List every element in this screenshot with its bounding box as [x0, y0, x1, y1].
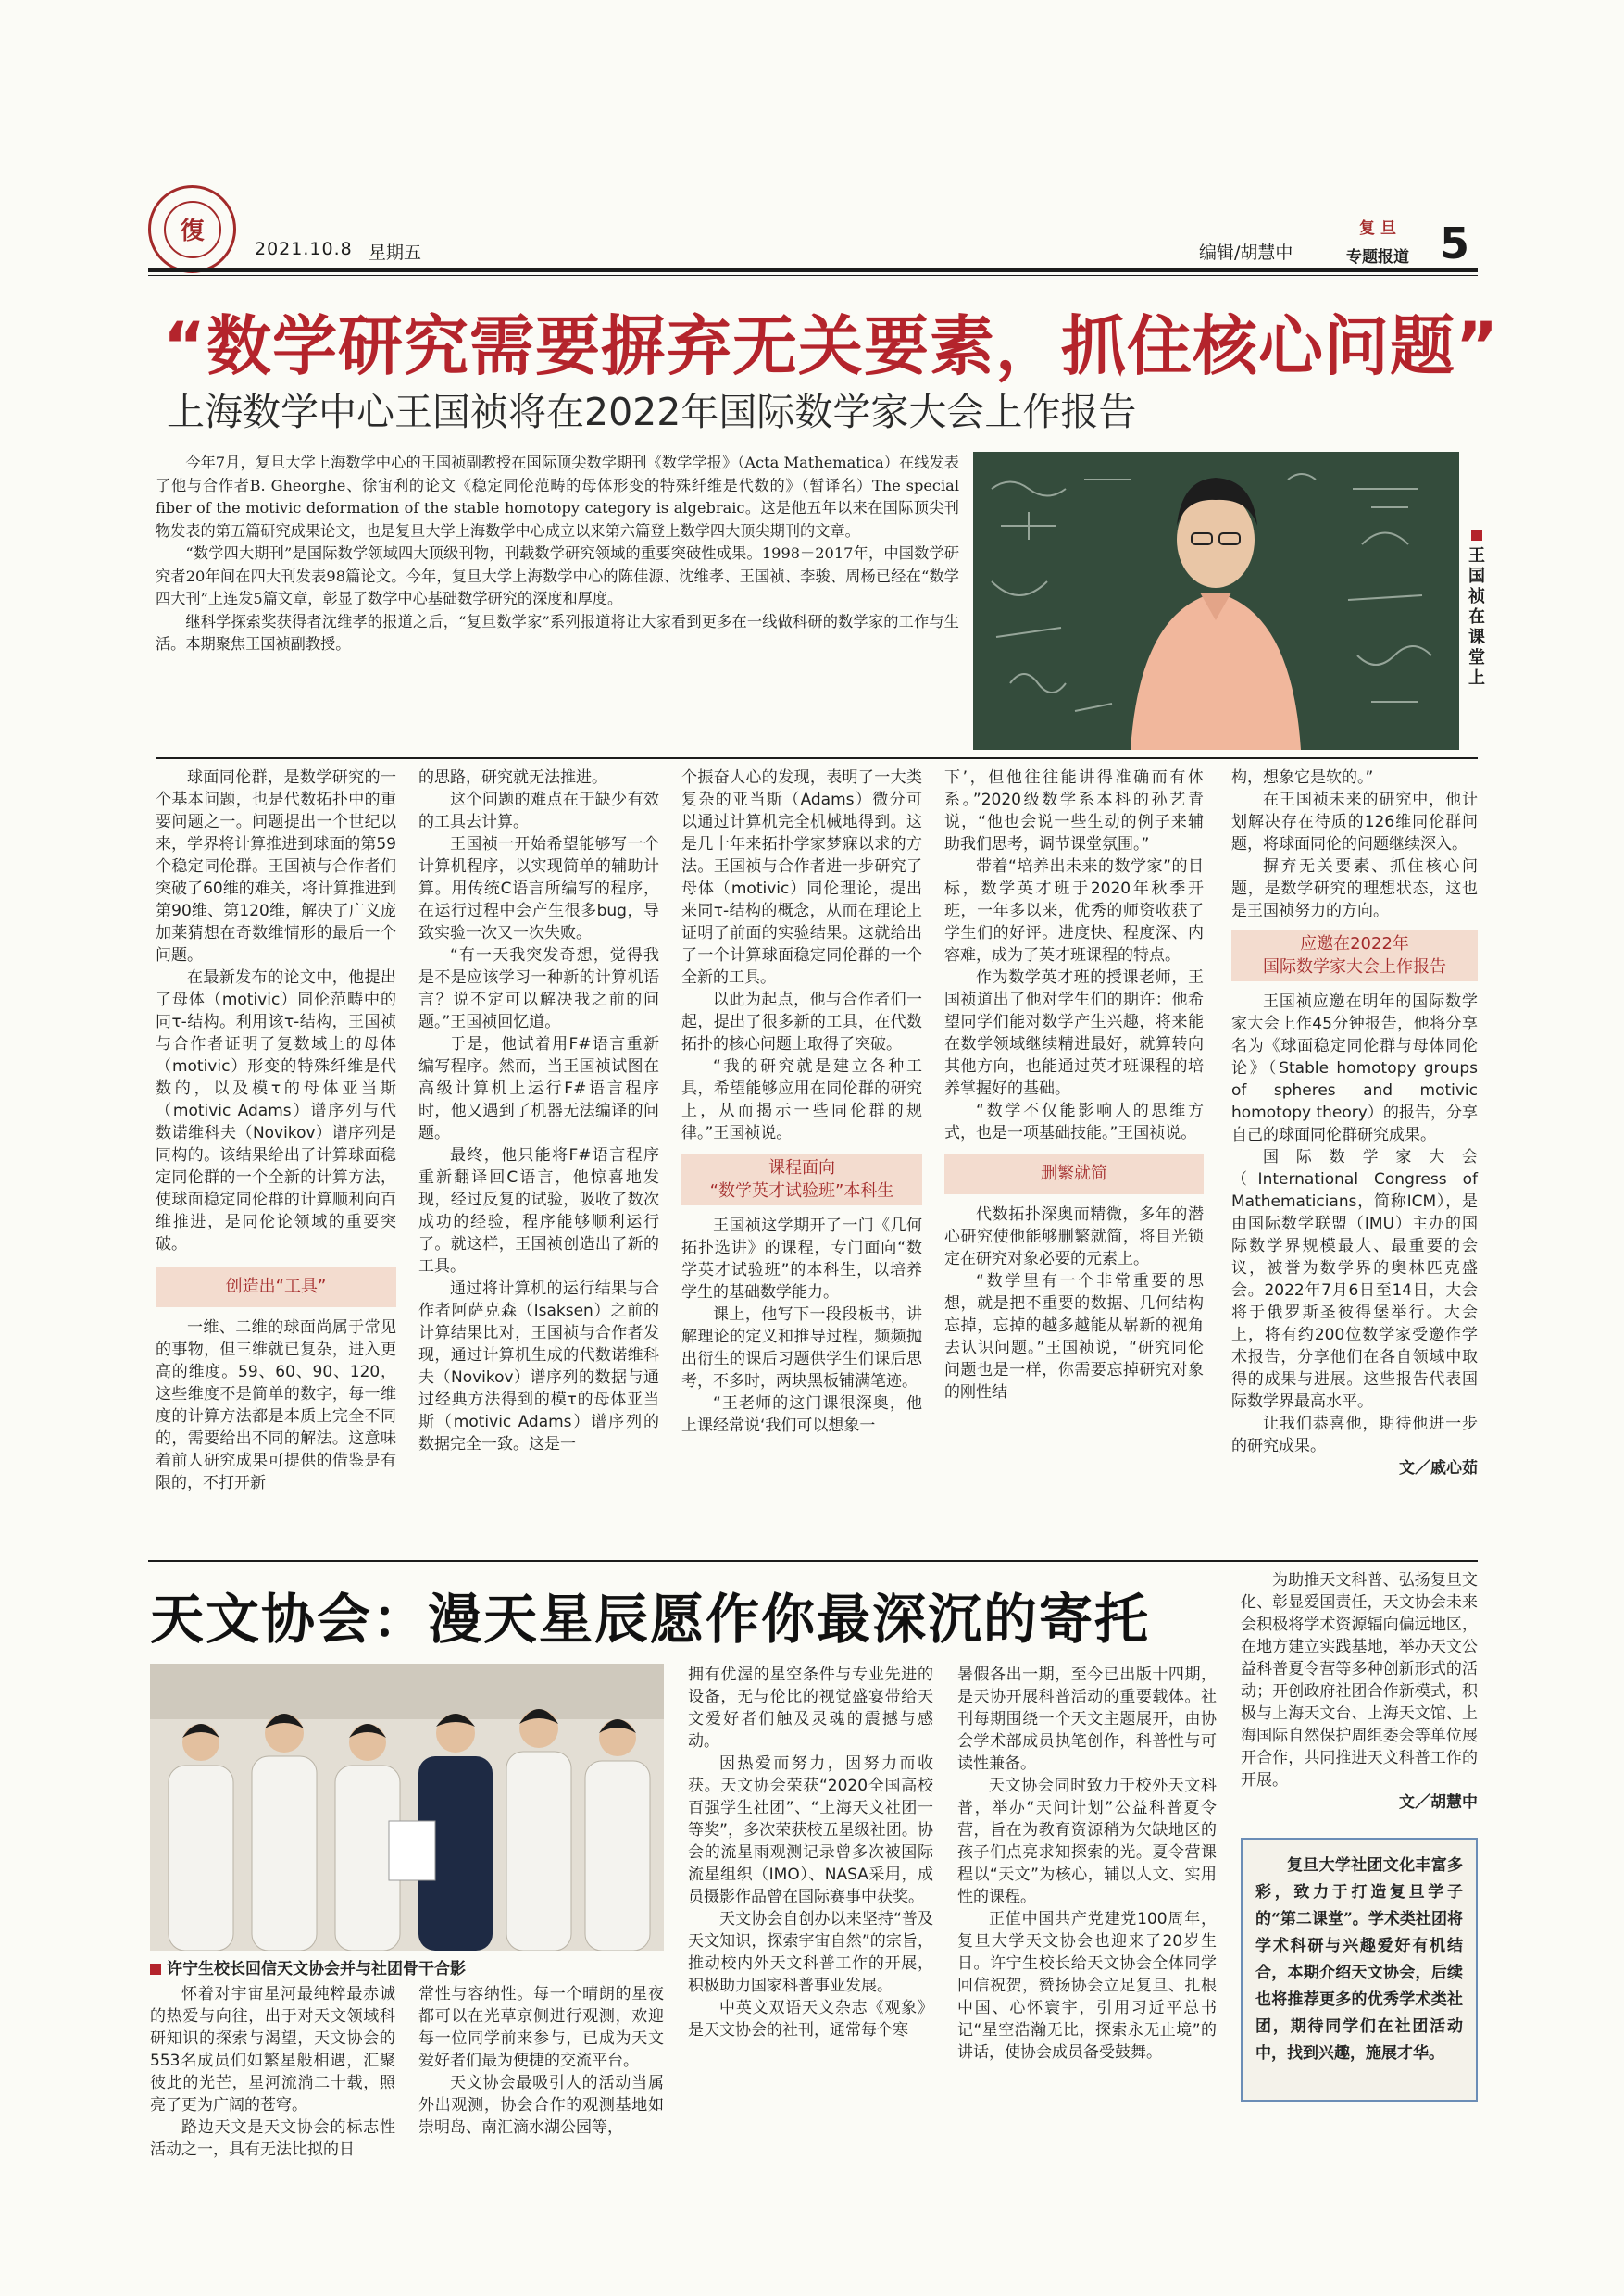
body-paragraph: 一维、二维的球面尚属于常见的事物，但三维就已复杂，进入更高的维度。59、60、90、120，这些维度不是简单的数字，每一维度的计算方法都是本质上完全不同的，需要给出不同的解法。这意味着前人研究成果可提供的借鉴是有限的，不打开新 [156, 1318, 396, 1492]
astronomy-photo-caption [150, 1955, 466, 1978]
group-photo-illustration [150, 1664, 664, 1951]
issue-date: 2021.10.8 [255, 239, 353, 259]
section-heading-line: 课程面向 [768, 1158, 835, 1178]
body-paragraph: 在最新发布的论文中，他提出了母体（motivic）同伦范畴中的同τ-结构。利用该τ-结构，王国祯与合作者证明了复数域上的母体（motivic）形变的特殊纤维是代数的，以及模τ的母体亚当斯（motivic Adams）谱序列与代数诺维科夫（Novikov）谱序列是同构的。该结果给出了计算球面稳定同伦群的一个全新的计算方法，使球面稳定同伦群的计算顺利向百维推进，是同伦论领域的重要突破。 [156, 968, 396, 1254]
body-paragraph: 个振奋人心的发现，表明了一大类复杂的亚当斯（Adams）微分可以通过计算机完全机械地得到。这是几十年来拓扑学家梦寐以求的方法。王国祯与合作者进一步研究了母体（motivic）同伦理论，提出来同τ-结构的概念，从而在理论上证明了前面的实验结果。这就给出了一个计算球面稳定同伦群的一个全新的工具。 [681, 768, 922, 987]
page-number: 5 [1440, 218, 1470, 268]
body-paragraph: 在王国祯未来的研究中，他计划解决存在待质的126维同伦群问题，将球面同伦的问题继续深入。 [1231, 791, 1478, 854]
body-paragraph: 为助推天文科普、弘扬复旦文化、彰显爱国责任，天文协会未来会积极将学术资源辐向偏远地区，在地方建立实践基地，举办天文公益科普夏令营等多种创新形式的活动；开创政府社团合作新模式，积极与上海天文台、上海天文馆、上海国际自然保护周组委会等单位展开合作，共同推进天文科普工作的开展。 [1241, 1571, 1478, 1790]
body-paragraph: 路边天文是天文协会的标志性活动之一，具有无法比拟的日 [150, 2118, 395, 2159]
section-heading-simplify: 删繁就简 [944, 1154, 1204, 1194]
logo-emblem: 復 [164, 201, 221, 258]
intro-paragraph: “数学四大期刊”是国际数学领域四大顶级刊物，刊载数学研究领域的重要突破性成果。1998－2017年，中国数学研究者20年间在四大刊发表98篇论文。今年，复旦大学上海数学中心的陈佳源、沈维孝、王国祯、李骏、周杨已经在“数学四大刊”上连发5篇文章，彰显了数学中心基础数学研究的深度和厚度。 [156, 544, 959, 607]
body-paragraph: 最终，他只能将F#语言程序重新翻译回C语言，他惊喜地发现，经过反复的试验，吸收了数次成功的经验，程序能够顺利运行了。就这样，王国祯创造出了新的工具。 [418, 1146, 659, 1276]
body-paragraph: 天文协会最吸引人的活动当属外出观测，协会合作的观测基地如崇明岛、南汇滴水湖公园等， [418, 2074, 664, 2137]
photo-astronomy-club-group [150, 1664, 664, 1951]
photo-wang-guozhen-classroom [973, 452, 1459, 750]
issue-weekday: 星期五 [369, 243, 422, 263]
article-column-5 [1231, 767, 1478, 1479]
body-paragraph: 摒弃无关要素、抓住核心问题，是数学研究的理想状态，这也是王国祯努力的方向。 [1231, 857, 1478, 920]
article-column-1 [156, 767, 396, 1494]
astronomy-column-5 [1241, 1569, 1478, 1814]
body-paragraph: 带着“培养出未来的数学家”的目标，数学英才班于2020年秋季开班，一年多以来，优秀的师资收获了学生们的好评。进度快、程度深、内容难，成为了英才班课程的特点。 [944, 857, 1204, 965]
header-rule [148, 268, 1478, 272]
body-paragraph: 课上，他写下一段段板书，讲解理论的定义和推导过程，频频抛出衍生的课后习题供学生们课后思考，不多时，两块黑板铺满笔迹。 [681, 1305, 922, 1391]
body-paragraph: 的思路，研究就无法推进。 [418, 768, 607, 787]
article-column-4 [944, 767, 1204, 1404]
section-name: 专题报道 [1346, 248, 1409, 267]
article1-byline: 文／戚心茹 [1399, 1459, 1478, 1478]
editor-note-box [1241, 1838, 1478, 2102]
editor-note-text: 复旦大学社团文化丰富多彩，致力于打造复旦学子的“第二课堂”。学术类社团将学术科研与兴趣爱好有机结合，本期介绍天文协会，后续也将推荐更多的优秀学术类社团，期待同学们在社团活动中，找到兴趣，施展才华。 [1255, 1856, 1463, 2063]
body-paragraph: 王国祯应邀在明年的国际数学家大会上作45分钟报告，他将分享名为《球面稳定同伦群与母体同伦论》（Stable homotopy groups of spheres and motivic homotopy theory）的报告，分享自己的球面同伦群研究成果。 [1231, 992, 1478, 1144]
section-heading-line: 国际数学家大会上作报告 [1263, 957, 1446, 977]
classroom-illustration [973, 452, 1459, 750]
astronomy-column-2 [418, 1983, 664, 2139]
body-paragraph: 以此为起点，他与合作者们一起，提出了很多新的工具，在代数拓扑的核心问题上取得了突破。 [681, 991, 922, 1054]
photo-caption-vertical [1468, 530, 1487, 689]
main-headline: “数学研究需要摒弃无关要素，抓住核心问题” [163, 308, 1500, 384]
paper-name: 复旦 [1359, 219, 1402, 238]
body-paragraph: 让我们恭喜他，期待他进一步的研究成果。 [1231, 1415, 1478, 1455]
header-rule-thin [148, 275, 1478, 276]
body-paragraph: 王国祯这学期开了一门《几何拓扑选讲》的课程，专门面向“数学英才试验班”的本科生，以培养学生的基础数学能力。 [681, 1217, 922, 1302]
body-paragraph: 因热爱而努力，因努力而收获。天文协会荣获“2020全国高校百强学生社团”、“上海天文社团一等奖”，多次荣获校五星级社团。协会的流星雨观测记录曾多次被国际流星组织（IMO）、NASA采用，成员摄影作品曾在国际赛事中获奖。 [688, 1754, 933, 1906]
body-paragraph: 天文协会同时致力于校外天文科普，举办“天问计划”公益科普夏令营，旨在为教育资源稍为欠缺地区的孩子们点亮求知探索的光。夏令营课程以“天文”为核心，辅以人文、实用性的课程。 [957, 1777, 1217, 1906]
body-paragraph: “数学不仅能影响人的思维方式，也是一项基础技能。”王国祯说。 [944, 1102, 1204, 1142]
article-column-2 [418, 767, 659, 1455]
body-paragraph: 这个问题的难点在于缺少有效的工具去计算。 [418, 791, 659, 831]
intro-paragraph: 今年7月，复旦大学上海数学中心的王国祯副教授在国际顶尖数学期刊《数学学报》（Acta Mathematica）在线发表了他与合作者B. Gheorghe、徐宙利的论文《稳定同伦范畴的母体形变的特殊纤维是代数的》（暂译名）The special fiber of the motivic deformation of the stable homotopy category is algebraic。这是他五年以来在国际顶尖刊物发表的第五篇研究成果论文，也是复旦大学上海数学中心成立以来第六篇登上数学四大顶尖期刊的文章。 [156, 454, 959, 540]
section-divider [148, 1560, 1478, 1562]
body-paragraph: 下’，但他往往能讲得准确而有体系。”2020级数学系本科的孙艺青说，“他也会说一些生动的例子来辅助我们思考，调节课堂氛围。” [944, 768, 1204, 854]
section-heading-course [681, 1154, 922, 1205]
astronomy-byline: 文／胡慧中 [1399, 1793, 1478, 1812]
body-paragraph: 构，想象它是软的。” [1231, 768, 1374, 787]
body-paragraph: “我的研究就是建立各种工具，希望能够应用在同伦群的研究上，从而揭示一些同伦群的规律。”王国祯说。 [681, 1057, 922, 1142]
body-paragraph: 作为数学英才班的授课老师，王国祯道出了他对学生们的期许：他希望同学们能对数学产生兴趣，将来能在数学领域继续精进最好，就算转向其他方向，也能通过英才班课程的培养掌握好的基础。 [944, 968, 1204, 1098]
astronomy-column-4 [957, 1664, 1217, 2064]
article-intro [156, 452, 959, 656]
article-column-3 [681, 767, 922, 1437]
caption-marker [1471, 530, 1482, 541]
body-paragraph: 拥有优渥的星空条件与专业先进的设备，无与伦比的视觉盛宴带给天文爱好者们触及灵魂的震撼与感动。 [688, 1666, 933, 1751]
body-paragraph: 正值中国共产党建党100周年，复旦大学天文协会也迎来了20岁生日。许宁生校长给天文协会全体同学回信祝贺，赞扬协会立足复旦、扎根中国、心怀寰宇，引用习近平总书记“星空浩瀚无比，探索永无止境”的讲话，使协会成员备受鼓舞。 [957, 1910, 1217, 2062]
section-heading-line: 应邀在2022年 [1300, 934, 1409, 954]
body-paragraph: 天文协会自创办以来坚持“普及天文知识，探索宇宙自然”的宗旨，推动校内外天文科普工作的开展，积极助力国家科普事业发展。 [688, 1910, 933, 1995]
astronomy-photo-caption-text: 许宁生校长回信天文协会并与社团骨干合影 [167, 1960, 466, 1978]
body-paragraph: 通过将计算机的运行结果与合作者阿萨克森（Isaksen）之前的计算结果比对，王国祯与合作者发现，通过计算机生成的代数诺维科夫（Novikov）谱序列的数据与通过经典方法得到的模τ的母体亚当斯（motivic Adams）谱序列的数据完全一致。这是一 [418, 1279, 659, 1454]
body-paragraph: “王老师的这门课很深奥，他上课经常说‘我们可以想象一 [681, 1394, 922, 1435]
intro-paragraph: 继科学探索奖获得者沈维孝的报道之后，“复旦数学家”系列报道将让大家看到更多在一线做科研的数学家的工作与生活。本期聚焦王国祯副教授。 [156, 612, 959, 653]
section-heading-icm [1231, 930, 1478, 981]
astronomy-column-1 [150, 1983, 395, 2161]
caption-marker [150, 1964, 161, 1975]
university-logo [148, 185, 236, 273]
body-paragraph: 中英文双语天文杂志《观象》是天文协会的社刊，通常每个寒 [688, 1999, 933, 2040]
photo-caption-text: 王国祯在课堂上 [1468, 546, 1485, 688]
page-editor: 编辑/胡慧中 [1199, 243, 1293, 263]
body-paragraph: 怀着对宇宙星河最纯粹最赤诚的热爱与向往，出于对天文领域科研知识的探索与渴望，天文协会的553名成员们如繁星般相遇，汇聚彼此的光芒，星河流淌二十载，照亮了更为广阔的苍穹。 [150, 1985, 395, 2115]
section-heading-tools: 创造出“工具” [156, 1267, 396, 1307]
body-paragraph: “数学里有一个非常重要的思想，就是把不重要的数据、几何结构忘掉，忘掉的越多越能从崭新的视角去认识问题。”王国祯说，“研究同伦问题也是一样，你需要忘掉研究对象的刚性结 [944, 1272, 1204, 1402]
body-paragraph: 常性与容纳性。每一个晴朗的星夜都可以在光草京侧进行观测，欢迎每一位同学前来参与，已成为天文爱好者们最为便捷的交流平台。 [418, 1985, 664, 2070]
astronomy-headline: 天文协会：漫天星辰愿作你最深沉的寄托 [150, 1588, 1151, 1651]
main-subheadline: 上海数学中心王国祯将在2022年国际数学家大会上作报告 [167, 390, 1137, 434]
body-paragraph: 王国祯一开始希望能够写一个计算机程序，以实现简单的辅助计算。用传统C语言所编写的程序，在运行过程中会产生很多bug，导致实验一次又一次失败。 [418, 835, 659, 942]
body-paragraph: 于是，他试着用F#语言重新编写程序。然而，当王国祯试图在高级计算机上运行F#语言程序时，他又遇到了机器无法编译的问题。 [418, 1035, 659, 1142]
body-paragraph: 国际数学家大会（International Congress of Mathematicians，简称ICM），是由国际数学联盟（IMU）主办的国际数学界规模最大、最重要的会议，被誉为数学界的奥林匹克盛会。2022年7月6日至14日，大会将于俄罗斯圣彼得堡举行。大会上，将有约200位数学家受邀作学术报告，分享他们在各自领域中取得的成果与进展。这些报告代表国际数学界最高水平。 [1231, 1148, 1478, 1411]
body-paragraph: 代数拓扑深奥而精微，多年的潜心研究使他能够删繁就简，将目光锁定在研究对象必要的元素上。 [944, 1205, 1204, 1268]
section-heading-line: “数学英才试验班”本科生 [709, 1181, 894, 1201]
intro-rule [156, 757, 1478, 759]
astronomy-column-3 [688, 1664, 933, 2041]
body-paragraph: “有一天我突发奇想，觉得我是不是应该学习一种新的计算机语言？说不定可以解决我之前的问题。”王国祯回忆道。 [418, 946, 659, 1031]
body-paragraph: 暑假各出一期，至今已出版十四期，是天协开展科普活动的重要载体。社刊每期围绕一个天文主题展开，由协会学术部成员执笔创作，科普性与可读性兼备。 [957, 1666, 1217, 1773]
body-paragraph: 球面同伦群，是数学研究的一个基本问题，也是代数拓扑中的重要问题之一。问题提出一个世纪以来，学界将计算推进到球面的第59个稳定同伦群。王国祯与合作者们突破了60维的难关，将计算推进到第90维、第120维，解决了广义庞加莱猜想在奇数维情形的最后一个问题。 [156, 768, 396, 965]
